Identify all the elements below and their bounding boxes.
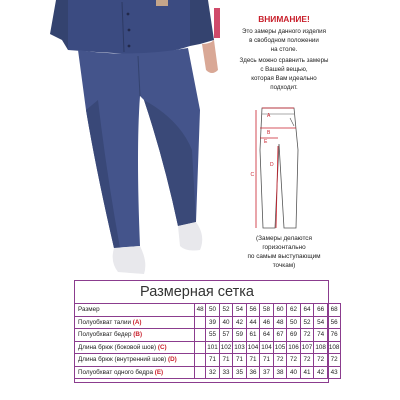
value-cell: 105 [273, 341, 287, 354]
value-cell: 108 [314, 341, 328, 354]
value-cell: 67 [273, 329, 287, 342]
diagram-letter-a: A [267, 113, 271, 119]
diagram-letter-e: E [264, 139, 268, 145]
value-cell: 71 [219, 354, 233, 367]
table-row [75, 354, 341, 367]
row-label-text: Полуобхват талии [78, 318, 131, 326]
value-cell: 50 [287, 316, 301, 329]
size-cell: 68 [327, 304, 341, 317]
value-cell: 32 [206, 366, 220, 379]
value-cell: 46 [260, 316, 274, 329]
row-code: (B) [133, 331, 143, 339]
value-cell: 42 [314, 366, 328, 379]
value-cell: 106 [287, 341, 301, 354]
size-cell: 64 [300, 304, 314, 317]
table-row [75, 341, 341, 354]
value-cell: 71 [233, 354, 247, 367]
value-cell: 72 [327, 354, 341, 367]
value-cell: 72 [300, 354, 314, 367]
value-cell: 55 [206, 329, 220, 342]
value-cell: 36 [246, 366, 260, 379]
trousers-outline [260, 108, 298, 228]
value-cell: 69 [287, 329, 301, 342]
value-cell: 44 [246, 316, 260, 329]
size-cell: 66 [314, 304, 328, 317]
table-row [75, 329, 341, 342]
value-cell: 33 [219, 366, 233, 379]
value-cell: 104 [246, 341, 260, 354]
row-label [75, 316, 195, 329]
note-line: (Замеры делаются [256, 235, 312, 242]
row-code: (D) [167, 356, 177, 364]
value-cell [195, 316, 206, 329]
value-cell: 40 [287, 366, 301, 379]
value-cell: 37 [260, 366, 274, 379]
table-row [75, 316, 341, 329]
value-cell: 71 [206, 354, 220, 367]
row-label [75, 341, 195, 354]
diagram-letter-b: B [267, 130, 271, 136]
value-cell: 104 [260, 341, 274, 354]
value-cell: 43 [327, 366, 341, 379]
row-code: (A) [132, 318, 142, 326]
value-cell: 56 [327, 316, 341, 329]
row-label [75, 354, 195, 367]
row-label-text: Длина брюк (внутренний шов) [78, 356, 167, 364]
size-cell: 58 [260, 304, 274, 317]
note-line: горизонтально [262, 244, 306, 251]
value-cell: 72 [300, 329, 314, 342]
diagram-letter-c: C [250, 172, 255, 178]
value-cell: 74 [314, 329, 328, 342]
value-cell: 64 [260, 329, 274, 342]
note-line: по самым выступающим [247, 253, 321, 260]
value-cell: 71 [260, 354, 274, 367]
value-cell: 101 [206, 341, 220, 354]
value-cell: 59 [233, 329, 247, 342]
row-label-text: Полуобхват бедер [78, 331, 132, 339]
value-cell: 102 [219, 341, 233, 354]
warning-line: которая Вам идеально [251, 75, 317, 82]
size-cell: 60 [273, 304, 287, 317]
value-cell [195, 341, 206, 354]
size-cell: 62 [287, 304, 301, 317]
warning-line: на столе. [270, 46, 298, 53]
size-chart-table [74, 303, 341, 379]
value-cell [195, 354, 206, 367]
row-code: (C) [157, 343, 167, 351]
value-cell: 52 [300, 316, 314, 329]
value-cell: 38 [273, 366, 287, 379]
row-label-text: Длина брюк (боковой шов) [78, 343, 157, 351]
value-cell [195, 366, 206, 379]
size-cell: 54 [233, 304, 247, 317]
value-cell: 48 [273, 316, 287, 329]
value-cell: 72 [314, 354, 328, 367]
value-cell: 42 [233, 316, 247, 329]
table-row [75, 366, 341, 379]
value-cell: 61 [246, 329, 260, 342]
size-chart-title: Размерная сетка [140, 284, 254, 300]
value-cell: 57 [219, 329, 233, 342]
size-cell: 50 [206, 304, 220, 317]
value-cell: 35 [233, 366, 247, 379]
warning-title: ВНИМАНИЕ! [258, 14, 310, 24]
value-cell: 39 [206, 316, 220, 329]
value-cell: 103 [233, 341, 247, 354]
measurement-note [232, 234, 336, 270]
size-cell: 52 [219, 304, 233, 317]
warning-line: подходит. [270, 84, 298, 91]
header-label: Размер [75, 304, 195, 317]
diagram-letter-d: D [270, 162, 274, 168]
value-cell: 72 [287, 354, 301, 367]
note-line: точкам) [272, 262, 296, 269]
row-label-text: Полуобхват одного бедра [78, 368, 153, 376]
value-cell: 41 [300, 366, 314, 379]
warning-line: с Вашей вещью, [260, 66, 308, 73]
row-label [75, 329, 195, 342]
value-cell: 107 [300, 341, 314, 354]
warning-line: Здесь можно сравнить замеры [239, 57, 329, 64]
warning-line: Это замеры данного изделия [242, 28, 326, 35]
warning-line: в свободном положении [249, 37, 319, 44]
row-label [75, 366, 195, 379]
size-cell: 56 [246, 304, 260, 317]
row-code: (E) [154, 368, 164, 376]
product-photo [40, 0, 230, 280]
table-header-row [75, 304, 341, 317]
trousers-measurement-diagram [250, 104, 310, 232]
value-cell: 76 [327, 329, 341, 342]
value-cell [195, 329, 206, 342]
value-cell: 72 [273, 354, 287, 367]
value-cell: 71 [246, 354, 260, 367]
size-cell: 48 [195, 304, 206, 317]
value-cell: 40 [219, 316, 233, 329]
value-cell: 54 [314, 316, 328, 329]
value-cell: 108 [327, 341, 341, 354]
